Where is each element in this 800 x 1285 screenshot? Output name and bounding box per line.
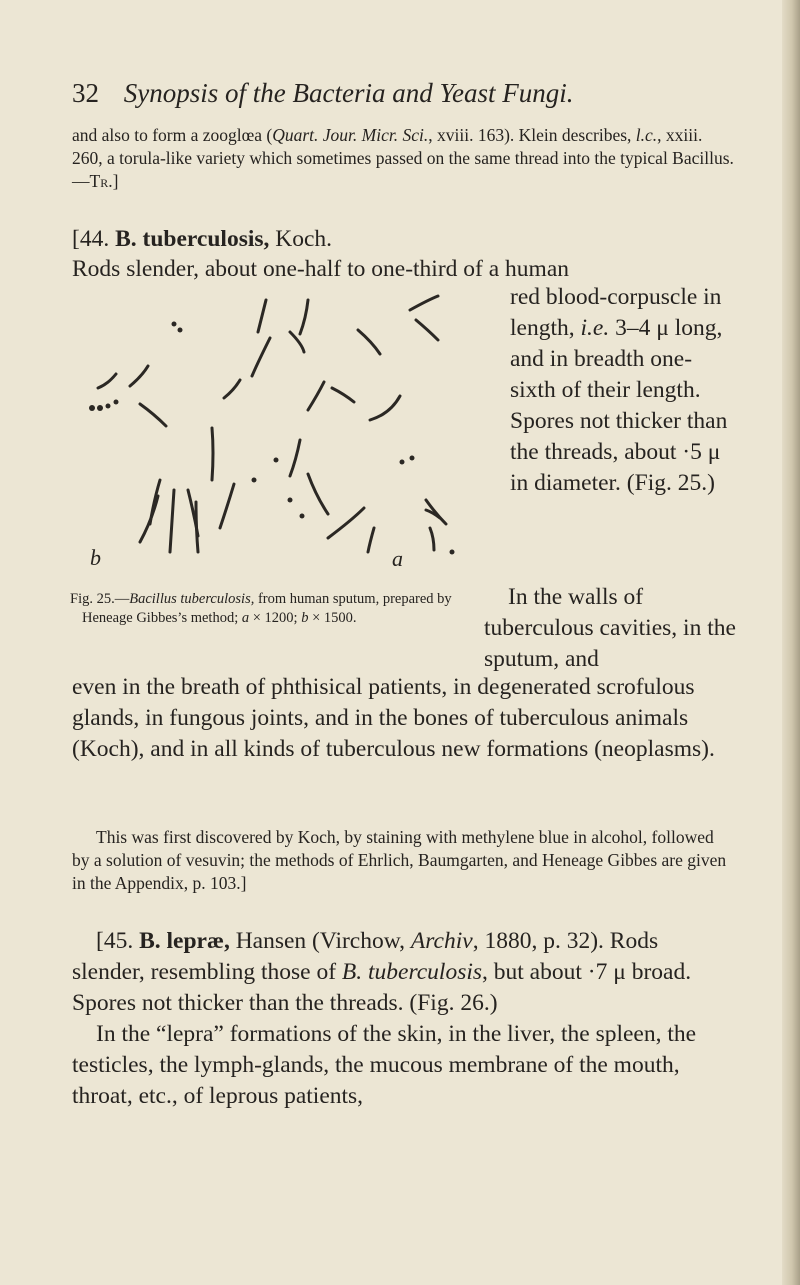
- entry-45-species: lepræ,: [166, 928, 230, 954]
- bacillus-rod: [328, 508, 364, 538]
- note1-reference-lc: l.c.: [635, 125, 658, 145]
- bacillus-rod: [196, 502, 198, 552]
- spore-dot: [400, 460, 405, 465]
- entry-45-text-2: , 1880, p. 32). Rods slender, resembling those of: [72, 928, 659, 985]
- rcol-text-1: red blood-corpuscle in length,: [510, 284, 722, 341]
- entry-44-continuation: even in the breath of phthisical patients, in degenerated scrofulous glands, in fungous joints, and in the bones of tuberculous animals (Koch), and in all kinds of tuberculous new formations (neoplasms).: [72, 674, 715, 762]
- bacillus-rod: [140, 496, 158, 542]
- entry-45-text-3: , but about ·7 μ broad. Spores not thicker than the threads. (Fig. 26.): [72, 959, 692, 1016]
- entry-44-author: Koch.: [275, 226, 333, 252]
- entry-44-first-line: Rods slender, about one-half to one-third of a human: [72, 256, 569, 282]
- figure-label-a: a: [392, 546, 403, 571]
- page-number: 32: [72, 78, 99, 108]
- bacillus-rod: [416, 320, 438, 340]
- bacillus-rod: [332, 388, 354, 402]
- bacillus-rod: [212, 428, 213, 480]
- caption-a: a: [241, 610, 250, 626]
- page-edge-shadow: [782, 0, 800, 1285]
- spore-dot: [178, 328, 183, 333]
- entry-45-paragraph-2: In the “lepra” formations of the skin, in the liver, the spleen, the testicles, the lymph-glands, the mucous membrane of the mouth, throat, etc., of leprous patients,: [72, 1021, 697, 1109]
- bacillus-illustration: [70, 290, 510, 590]
- translator-note-2: This was first discovered by Koch, by staining with methylene blue in alcohol, followed by a solution of vesuvin; the methods of Ehrlich, Baumgarten, and Heneage Gibbes are given in the Appendix, p. 103.]: [72, 827, 727, 893]
- entry-45: [72, 926, 734, 1112]
- entry-44-number: [44.: [72, 226, 110, 252]
- spore-dot: [106, 404, 111, 409]
- entry-45-reference: B. tuberculosis: [341, 959, 483, 985]
- bacillus-rod: [410, 296, 438, 310]
- figure-label-b: b: [90, 545, 101, 570]
- bacillus-rod: [358, 330, 380, 354]
- spore-dot: [114, 400, 119, 405]
- entry-45-archiv: Archiv: [410, 928, 473, 954]
- note1-reference-journal: Quart. Jour. Micr. Sci.: [272, 125, 429, 145]
- bacillus-rod: [224, 380, 240, 398]
- bacillus-rod: [370, 396, 400, 420]
- entry-44-walls-paragraph: In the walls of tuberculous cavities, in the sputum, and: [484, 584, 736, 672]
- spore-dot: [97, 405, 103, 411]
- bacillus-rod: [170, 490, 174, 552]
- spore-dot: [410, 456, 415, 461]
- entry-44-heading: [72, 224, 734, 255]
- translator-note-1: [72, 124, 734, 193]
- entry-45-genus: B.: [139, 928, 161, 954]
- page-header: [72, 76, 732, 110]
- bacillus-rod: [140, 404, 166, 426]
- note1-translator-mark: Tr.: [89, 171, 113, 191]
- bacillus-rod: [290, 332, 304, 352]
- bacillus-rod: [290, 440, 300, 476]
- note1-text-1: and also to form a zooglœa (: [72, 125, 273, 145]
- figure-25: [70, 290, 510, 590]
- spore-dot: [450, 550, 455, 555]
- entry-45-number: [45.: [96, 928, 134, 954]
- entry-44-right-column: [510, 282, 736, 499]
- bacillus-rod: [130, 366, 148, 386]
- note1-text-2: , xviii. 163). Klein describes,: [428, 125, 636, 145]
- bacillus-rod: [308, 474, 328, 514]
- bacillus-rod: [430, 528, 434, 550]
- bacillus-rod: [252, 338, 270, 376]
- spore-dot: [172, 322, 177, 327]
- running-title: Synopsis of the Bacteria and Yeast Fungi.: [123, 78, 574, 108]
- note1-text-3: , xxiii. 260, a torula-like variety which sometimes passed on the same thread into the typical Bacillus.—: [72, 125, 734, 191]
- bacillus-rod: [258, 300, 266, 332]
- caption-text: from human sputum, prepared by Heneage Gibbes’s method;: [82, 591, 452, 626]
- caption-a-magnification: × 1200;: [249, 610, 302, 626]
- bacillus-rod: [308, 382, 324, 410]
- rcol-text-2: 3–4 μ long, and in breadth one-sixth of their length. Spores not thicker than the threads, about ·5 μ in diameter. (Fig. 25.): [510, 315, 728, 496]
- bacillus-rod: [368, 528, 374, 552]
- spore-dot: [89, 405, 95, 411]
- entry-44-species: tuberculosis,: [142, 226, 270, 252]
- caption-species: Bacillus tuberculosis,: [129, 591, 255, 607]
- bacillus-rod: [98, 374, 116, 388]
- caption-prefix: Fig. 25.—: [70, 591, 130, 607]
- bacillus-rod: [300, 300, 308, 334]
- note1-bracket: ]: [112, 171, 119, 191]
- spore-dot: [288, 498, 293, 503]
- caption-b: b: [301, 610, 309, 626]
- entry-44-genus: B.: [115, 226, 137, 252]
- entry-45-text-1: Hansen (Virchow,: [229, 928, 411, 954]
- caption-b-magnification: × 1500.: [308, 610, 357, 626]
- spore-dot: [274, 458, 279, 463]
- figure-25-caption: [70, 590, 470, 628]
- rcol-ie: i.e.: [580, 315, 610, 341]
- spore-dot: [300, 514, 305, 519]
- bacillus-rod: [220, 484, 234, 528]
- entry-45-paragraph-1: [72, 926, 734, 1019]
- spore-dot: [252, 478, 257, 483]
